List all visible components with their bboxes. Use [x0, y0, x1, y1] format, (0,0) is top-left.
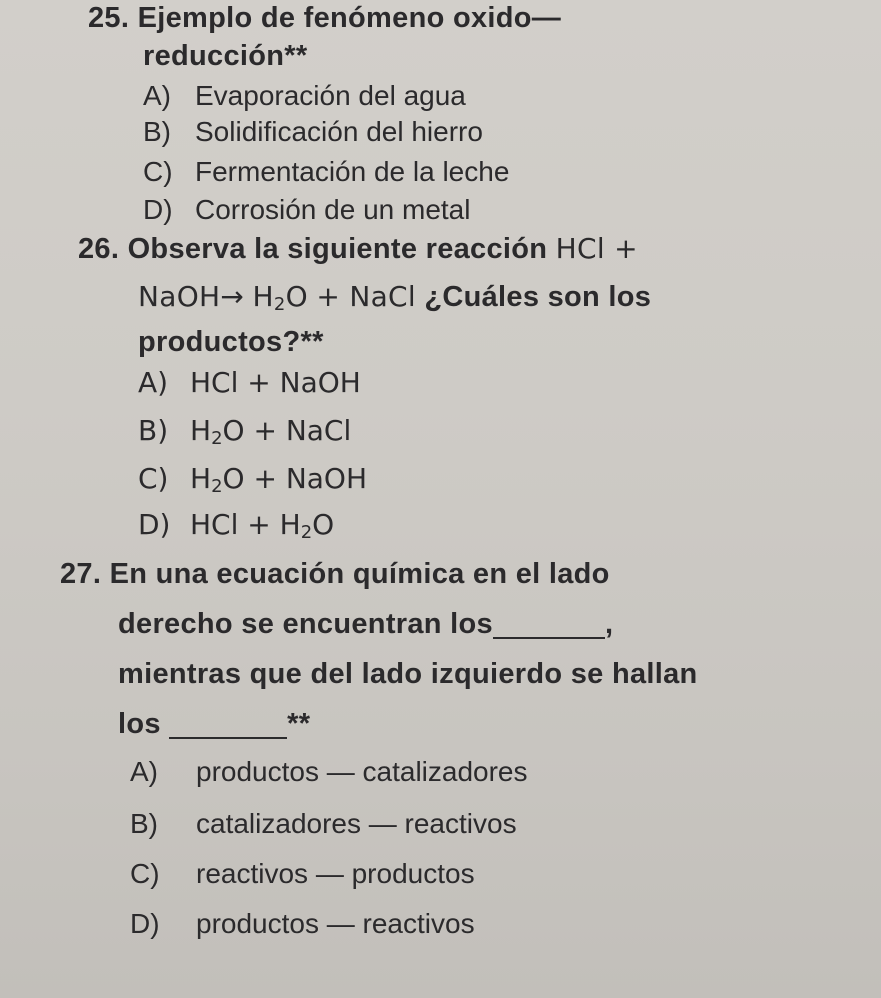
option-letter: B) — [138, 414, 169, 447]
option-formula: $H_2O$ + NaCl — [190, 414, 352, 449]
option-letter: D) — [138, 508, 171, 541]
option-letter: D) — [143, 194, 173, 225]
question-26-text-line1: Observa la siguiente reacción — [127, 233, 548, 265]
option-text: catalizadores — reactivos — [196, 808, 517, 839]
question-26-reactant-hcl: HCl + — [555, 232, 638, 265]
option-formula: $H_2O$ + NaOH — [190, 462, 368, 497]
question-27-option-d[interactable] — [130, 908, 475, 940]
option-text: productos — reactivos — [196, 908, 475, 939]
question-27-number: 27. — [60, 558, 102, 590]
question-26-option-c[interactable] — [138, 462, 367, 495]
option-formula: HCl + NaOH — [190, 366, 361, 399]
option-letter: A) — [143, 80, 171, 111]
option-letter: B) — [143, 116, 171, 147]
option-text: Corrosión de un metal — [195, 194, 471, 225]
question-25-option-d[interactable] — [143, 194, 470, 226]
product-water: $H_2O$ — [252, 280, 308, 315]
product-nacl: + NaCl — [316, 280, 416, 313]
reaction-arrow-icon: → — [220, 280, 245, 313]
question-26-text: ¿Cuáles son los — [424, 281, 652, 313]
question-27-text-line1: En una ecuación química en el lado — [109, 558, 610, 590]
option-formula: HCl + $H_2O$ — [190, 508, 335, 543]
question-26-text-line2 — [138, 280, 651, 314]
question-27-text-line4: los ** — [118, 708, 311, 740]
question-26-option-a[interactable] — [138, 366, 361, 399]
question-25-title — [88, 2, 561, 35]
option-letter: A) — [138, 366, 169, 399]
question-25-number: 25. — [88, 2, 130, 34]
option-text: Fermentación de la leche — [195, 156, 510, 187]
question-25-option-a[interactable] — [143, 80, 466, 112]
option-text: productos — catalizadores — [196, 756, 528, 787]
option-text: Evaporación del agua — [195, 80, 466, 111]
question-25-text-line2: reducción** — [143, 40, 308, 72]
option-letter: C) — [143, 156, 173, 187]
question-25-text-line1: Ejemplo de fenómeno oxido— — [137, 2, 562, 34]
reactant-naoh: NaOH — [138, 280, 221, 313]
question-26-number: 26. — [78, 233, 120, 265]
question-27-option-a[interactable] — [130, 756, 528, 788]
answer-blank-1[interactable] — [493, 609, 605, 639]
option-letter: B) — [130, 808, 158, 839]
question-27-text-line2: derecho se encuentran los , — [118, 608, 614, 640]
question-25-option-b[interactable] — [143, 116, 483, 148]
question-27-text-line3: mientras que del lado izquierdo se hallan — [118, 658, 698, 690]
question-27-title — [60, 558, 610, 591]
option-letter: C) — [130, 858, 160, 889]
option-letter: D) — [130, 908, 160, 939]
option-text: Solidificación del hierro — [195, 116, 483, 147]
option-text: reactivos — productos — [196, 858, 475, 889]
question-26-option-b[interactable] — [138, 414, 351, 447]
option-letter: C) — [138, 462, 169, 495]
question-26-option-d[interactable] — [138, 508, 334, 541]
answer-blank-2[interactable] — [169, 709, 287, 739]
option-letter: A) — [130, 756, 158, 787]
question-26-text-line3: productos?** — [138, 326, 324, 358]
question-27-option-c[interactable] — [130, 858, 475, 890]
question-25-option-c[interactable] — [143, 156, 509, 188]
question-26-title — [78, 232, 638, 266]
question-27-option-b[interactable] — [130, 808, 517, 840]
